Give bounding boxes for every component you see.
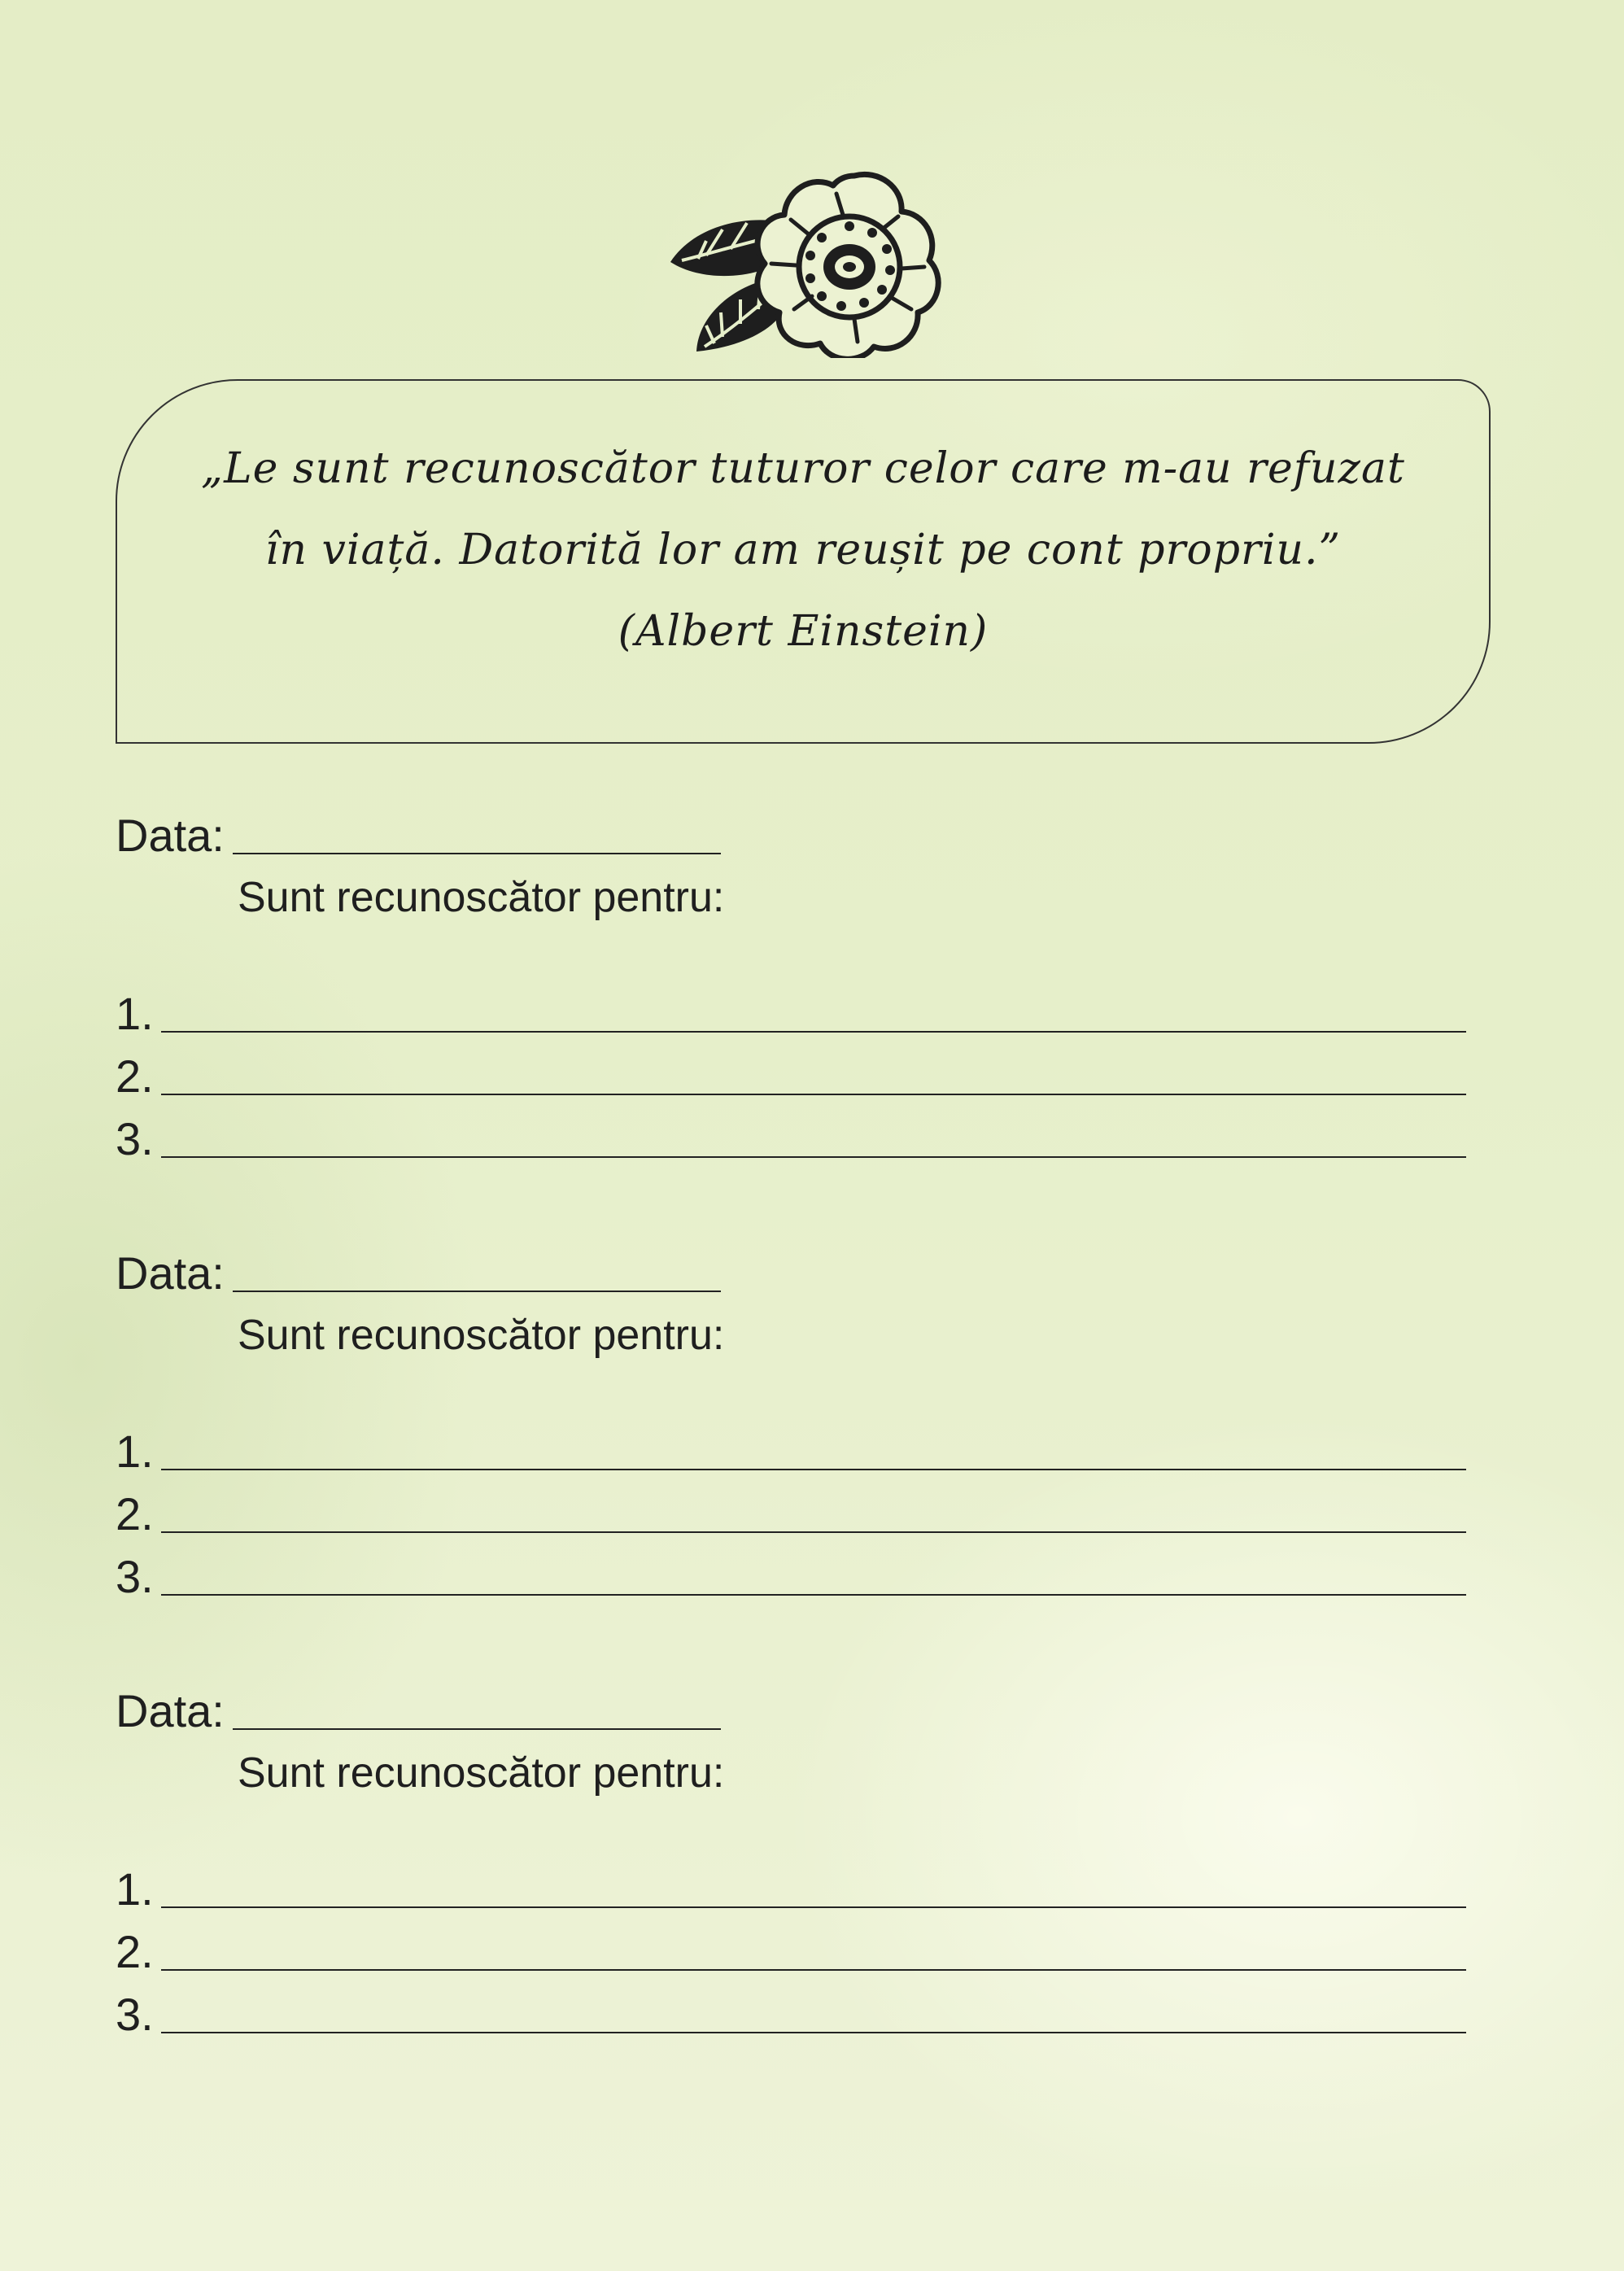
- list-item: [116, 1855, 1466, 1918]
- date-label: Data:: [116, 1247, 225, 1299]
- item-field[interactable]: [161, 1031, 1466, 1033]
- quote-box: [116, 379, 1491, 744]
- list-item: [116, 1042, 1466, 1105]
- item-number: 2.: [116, 1488, 154, 1539]
- date-row: [116, 807, 721, 864]
- list-item: [116, 1417, 1466, 1480]
- item-field[interactable]: [161, 2032, 1466, 2033]
- item-number: 1.: [116, 1863, 154, 1915]
- item-number: 2.: [116, 1050, 154, 1102]
- item-number: 2.: [116, 1926, 154, 1977]
- item-field[interactable]: [161, 1469, 1466, 1470]
- item-field[interactable]: [161, 1094, 1466, 1095]
- grateful-label: Sunt recunoscător pentru:: [238, 874, 725, 921]
- list-item: [116, 1981, 1466, 2043]
- item-number: 3.: [116, 1113, 154, 1164]
- list-item: [116, 1918, 1466, 1981]
- grateful-label: Sunt recunoscător pentru:: [238, 1749, 725, 1797]
- gratitude-section-2: [116, 1245, 1466, 1611]
- gratitude-list: [116, 1855, 1466, 2043]
- date-label: Data:: [116, 1685, 225, 1736]
- item-number: 1.: [116, 1426, 154, 1477]
- item-field[interactable]: [161, 1594, 1466, 1596]
- grateful-label: Sunt recunoscător pentru:: [238, 1312, 725, 1359]
- date-field[interactable]: [233, 853, 721, 854]
- item-field[interactable]: [161, 1531, 1466, 1533]
- item-number: 3.: [116, 1989, 154, 2040]
- gratitude-section-3: [116, 1683, 1466, 2049]
- date-row: [116, 1683, 721, 1740]
- item-number: 3.: [116, 1551, 154, 1602]
- item-field[interactable]: [161, 1156, 1466, 1158]
- item-field[interactable]: [161, 1969, 1466, 1971]
- list-item: [116, 980, 1466, 1042]
- flower-with-leaves-icon: [666, 163, 942, 358]
- date-label: Data:: [116, 810, 225, 861]
- date-row: [116, 1245, 721, 1302]
- item-field[interactable]: [161, 1906, 1466, 1908]
- gratitude-list: [116, 1417, 1466, 1605]
- gratitude-section-1: [116, 807, 1466, 1173]
- list-item: [116, 1543, 1466, 1605]
- item-number: 1.: [116, 988, 154, 1039]
- quote-line: „Le sunt recunoscător tuturor celor care m-au refuzat: [201, 444, 1405, 493]
- quote-text: [117, 428, 1489, 672]
- gratitude-list: [116, 980, 1466, 1168]
- date-field[interactable]: [233, 1728, 721, 1730]
- quote-author: (Albert Einstein): [618, 607, 989, 656]
- list-item: [116, 1105, 1466, 1168]
- list-item: [116, 1480, 1466, 1543]
- quote-line: în viață. Datorită lor am reușit pe cont propriu.”: [264, 526, 1342, 574]
- date-field[interactable]: [233, 1291, 721, 1292]
